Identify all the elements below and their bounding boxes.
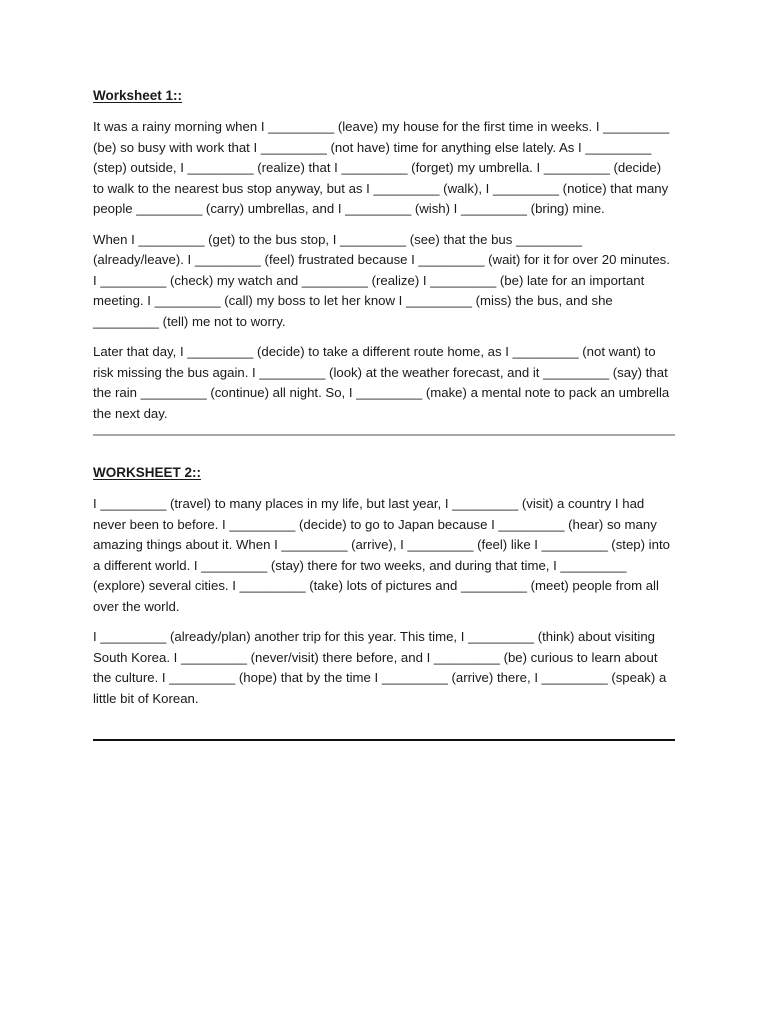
- worksheet-2-section: [93, 463, 675, 709]
- worksheet-2-paragraph-1: I _________ (travel) to many places in my life, but last year, I _________ (visit) a country I had never been to before. I _________ (decide) to go to Japan because I _________ (hear) so many amazing things about it. When I _________ (arrive), I _________ (feel) like I _________ (step) into a different world. I _________ (stay) there for two weeks, and during that time, I _________ (explore) several cities. I _________ (take) lots of pictures and _________ (meet) people from all over the world.: [93, 496, 670, 614]
- worksheet-1-title: Worksheet 1::: [93, 88, 183, 103]
- worksheet-2-paragraph-2: I _________ (already/plan) another trip for this year. This time, I _________ (think) about visiting South Korea. I _________ (never/visit) there before, and I _________ (be) curious to learn about the culture. I _________ (hope) that by the time I _________ (arrive) there, I _________ (speak) a little bit of Korean.: [93, 629, 667, 706]
- worksheet-1-paragraph-2: When I _________ (get) to the bus stop, I _________ (see) that the bus _________ (already/leave). I _________ (feel) frustrated because I _________ (wait) for it for over 20 minutes. I _________ (check) my watch and _________ (realize) I _________ (be) late for an important meeting. I _________ (call) my boss to let her know I _________ (miss) the bus, and she _________ (tell) me not to worry.: [93, 231, 670, 329]
- worksheet-1-section: [93, 86, 675, 424]
- worksheet-2-title: WORKSHEET 2::: [93, 465, 201, 480]
- worksheet-page: [93, 86, 675, 741]
- worksheet-1-paragraph-1: It was a rainy morning when I _________ (leave) my house for the first time in weeks. I _________ (be) so busy with work that I _________ (not have) time for anything else lately. As I _________ (step) outside, I _________ (realize) that I _________ (forget) my umbrella. I _________ (decide) to walk to the nearest bus stop anyway, but as I _________ (walk), I _________ (notice) that many people _________ (carry) umbrellas, and I _________ (wish) I _________ (bring) mine.: [93, 119, 670, 216]
- worksheet-1-paragraph-3: Later that day, I _________ (decide) to take a different route home, as I _________ (not want) to risk missing the bus again. I _________ (look) at the weather forecast, and it _________ (say) that the rain _________ (continue) all night. So, I _________ (make) a mental note to pack an umbrella the next day.: [93, 344, 670, 421]
- section-divider: [93, 434, 675, 436]
- bottom-divider: [93, 739, 675, 741]
